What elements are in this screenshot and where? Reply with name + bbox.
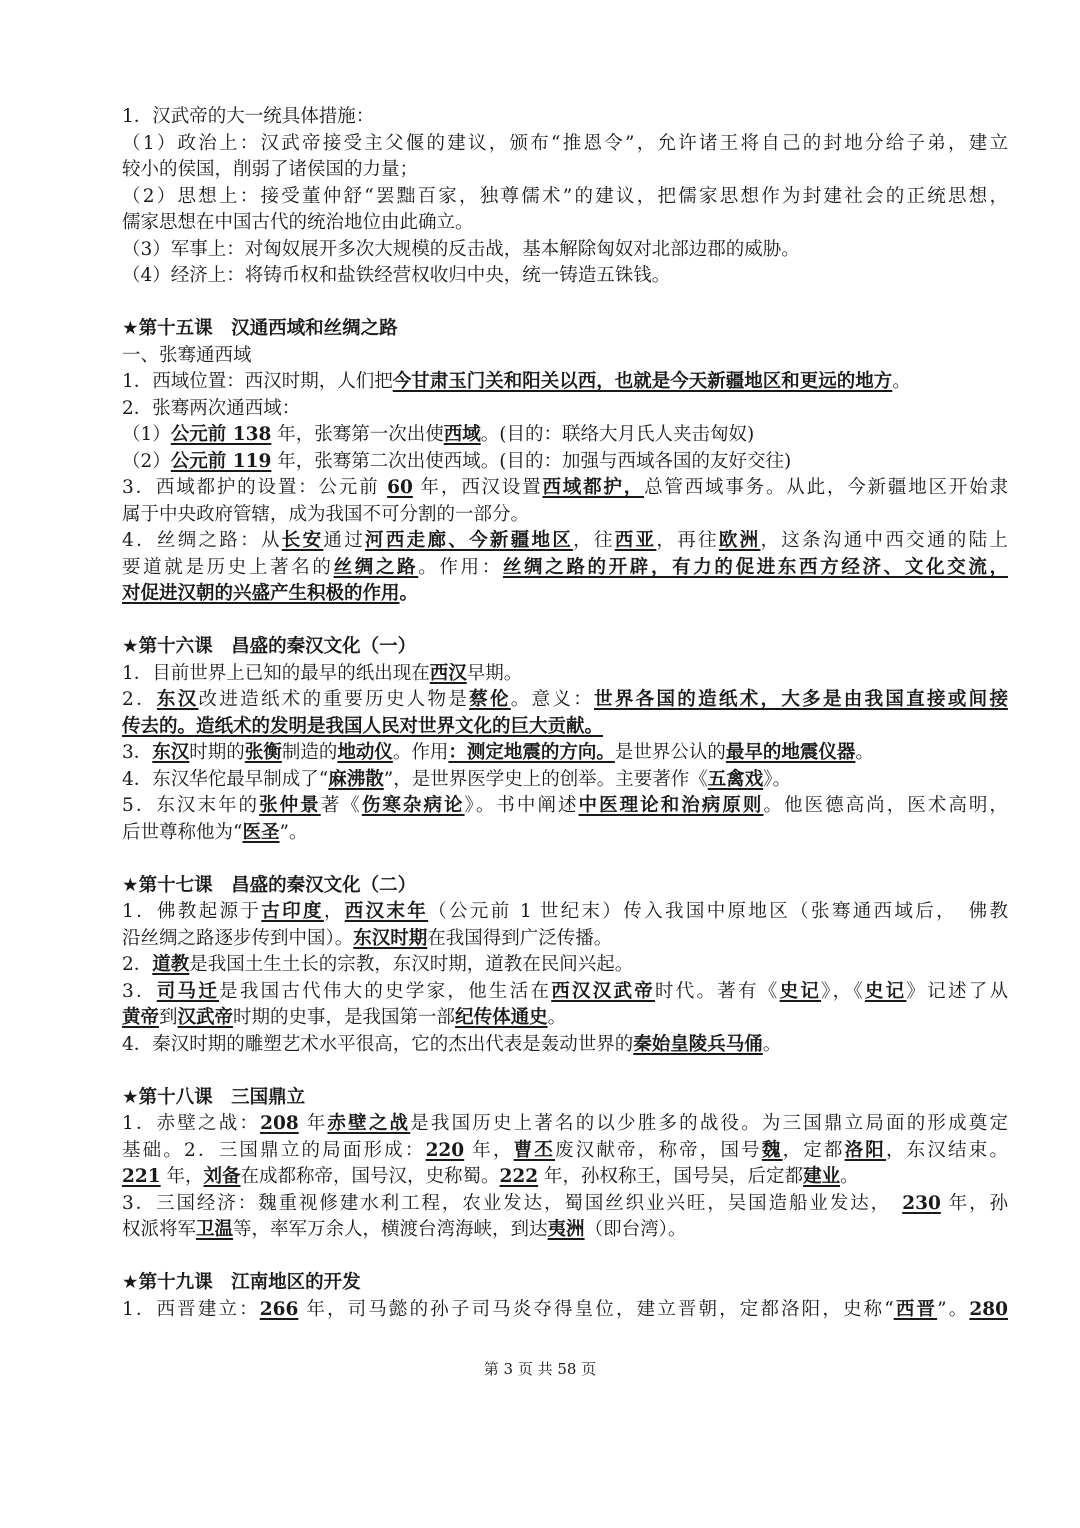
- text-span: ”。: [937, 1298, 970, 1320]
- text-span: 4．东汉华佗最早制成了“: [122, 768, 329, 790]
- text-span: 。: [547, 1007, 567, 1028]
- key-term: 222: [499, 1166, 539, 1187]
- text-span: 4．丝绸之路：从: [122, 530, 282, 551]
- text-span: 。作用: [392, 742, 449, 763]
- text-span: 3．西域都护的设置：公元前: [122, 477, 388, 498]
- blank-line: [122, 846, 1008, 873]
- text-line: [122, 581, 1008, 608]
- key-term: 221: [122, 1166, 161, 1187]
- key-term: 秦始皇陵兵马俑: [633, 1033, 763, 1055]
- key-term: 对促进汉朝的兴盛产生积极的作用: [122, 583, 400, 604]
- text-line: [122, 555, 1008, 582]
- text-span: 要道就是历史上著名的: [122, 556, 334, 578]
- text-span: 》。书中阐述: [464, 795, 579, 816]
- text-span: 是世界公认的: [614, 742, 726, 763]
- text-line: [122, 1191, 1008, 1218]
- text-span: （4）经济上：将铸币权和盐铁经营权收归中央，统一铸造五铢钱。: [122, 265, 671, 286]
- key-term: 世界各国的造纸术，大多是由我国直接或间接: [594, 689, 1008, 710]
- text-line: [122, 157, 1008, 184]
- text-span: （3）军事上：对匈奴展开多次大规模的反击战，基本解除匈奴对北部边郡的威胁。: [122, 238, 800, 260]
- text-span: 5．东汉末年的: [122, 795, 260, 816]
- text-span: 一、张骞通西域: [122, 344, 252, 366]
- key-term: 医圣: [242, 821, 280, 843]
- key-term: 欧洲: [718, 530, 761, 551]
- text-span: 年，司马懿的孙子司马炎夺得皇位，建立晋朝，定都洛阳，史称“: [298, 1298, 894, 1320]
- text-span: 到: [159, 1007, 178, 1028]
- text-span: 沿丝绸之路逐步传到中国）。: [122, 927, 354, 949]
- text-span: 是我国历史上著名的以少胜多的战役。为三国鼎立局面的形成奠定: [410, 1113, 1008, 1134]
- text-line: [122, 237, 1008, 264]
- text-span: ”，是世界医学史上的创举。主要著作《: [383, 768, 708, 790]
- text-span: 。: [762, 1033, 782, 1055]
- key-term: 西亚: [614, 530, 657, 551]
- key-term: 道教: [152, 954, 190, 975]
- text-span: ★第十五课 汉通西域和丝绸之路: [122, 318, 398, 339]
- text-line: [122, 1297, 1008, 1324]
- text-span: 1．赤壁之战：: [122, 1113, 261, 1134]
- key-term: 地动仪: [337, 742, 393, 763]
- text-line: [122, 343, 1008, 370]
- text-span: 属于中央政府管辖，成为我国不可分割的一部分。: [122, 503, 530, 525]
- text-span: 1．汉武帝的大一统具体措施：: [122, 106, 375, 127]
- text-span: 时期的: [189, 742, 245, 763]
- text-span: （即台湾）。: [584, 1219, 687, 1240]
- key-term: 中医理论和治病原则: [578, 795, 764, 816]
- text-span: 时期的史事，是我国第一部: [233, 1007, 456, 1028]
- text-line: [122, 1217, 1008, 1244]
- text-span: 基础。2．三国鼎立的局面形成：: [122, 1139, 426, 1161]
- document-body: [122, 104, 1008, 1323]
- text-span: （公元前 1 世纪末）传入我国中原地区（张骞通西域后， 佛教: [428, 901, 1008, 922]
- text-line: [122, 740, 1008, 767]
- key-term: 古印度: [261, 901, 324, 922]
- text-line: [122, 396, 1008, 423]
- lesson-heading: [122, 634, 1008, 661]
- text-span: 。他医德高尚，医术高明，: [763, 795, 1008, 816]
- text-span: 3．三国经济：魏重视修建水利工程，农业发达，蜀国丝织业兴旺，吴国造船业发达，: [122, 1192, 903, 1214]
- text-span: 权派将军: [122, 1219, 197, 1240]
- key-term: 220: [425, 1139, 465, 1161]
- blank-line: [122, 608, 1008, 635]
- key-term: 赤壁之战: [327, 1113, 411, 1134]
- text-span: 儒家思想在中国古代的统治地位由此确立。: [122, 212, 474, 233]
- key-term: 五禽戏: [707, 768, 764, 790]
- text-span: 年，西汉设置: [412, 477, 543, 498]
- text-span: 是我国古代伟大的史学家，他生活在: [219, 980, 552, 1002]
- key-term: 张衡: [244, 742, 282, 763]
- text-line: [122, 104, 1008, 131]
- key-term: ：测定地震的方向。: [448, 742, 615, 763]
- text-span: 在成都称帝，国号汉，史称蜀。: [240, 1166, 500, 1187]
- key-term: 东汉: [152, 742, 190, 763]
- text-line: [122, 793, 1008, 820]
- lesson-heading: [122, 1270, 1008, 1297]
- key-term: 司马迁: [156, 980, 220, 1002]
- text-line: [122, 1164, 1008, 1191]
- text-line: [122, 1138, 1008, 1165]
- text-span: 后世尊称他为“: [122, 821, 243, 843]
- text-span: 等，率军万余人，横渡台湾海峡，到达: [233, 1219, 548, 1240]
- text-span: 。: [840, 1166, 859, 1187]
- key-term: 史记: [864, 980, 907, 1002]
- text-line: [122, 926, 1008, 953]
- text-span: （1）: [122, 424, 171, 445]
- text-span: 。(目的：联络大月氏人夹击匈奴): [480, 424, 755, 445]
- key-term: 西汉末年: [344, 901, 429, 922]
- text-span: ”。: [279, 821, 308, 843]
- key-term: 卫温: [196, 1219, 234, 1240]
- text-line: [122, 263, 1008, 290]
- text-line: [122, 899, 1008, 926]
- key-term: 刘备: [203, 1166, 241, 1187]
- key-term: 长安: [281, 530, 324, 551]
- text-span: 2．张骞两次通西域：: [122, 397, 301, 419]
- text-span: （2）: [122, 450, 171, 472]
- key-term: 280: [969, 1298, 1008, 1320]
- text-span: 》，《: [821, 980, 865, 1002]
- text-span: 3．: [122, 980, 157, 1002]
- bold-text: 。: [399, 583, 419, 604]
- text-span: ★第十八课 三国鼎立: [122, 1086, 306, 1108]
- text-line: [122, 475, 1008, 502]
- key-term: 西汉汉武帝: [551, 980, 656, 1002]
- text-span: ，再往: [656, 530, 719, 551]
- text-span: ，往: [573, 530, 615, 551]
- key-term: 西域: [443, 424, 481, 445]
- lesson-heading: [122, 1085, 1008, 1112]
- lesson-heading: [122, 873, 1008, 900]
- key-term: 东汉时期: [353, 927, 428, 949]
- text-line: [122, 714, 1008, 741]
- text-span: 年: [298, 1113, 328, 1134]
- text-line: [122, 952, 1008, 979]
- text-line: [122, 820, 1008, 847]
- text-line: [122, 1005, 1008, 1032]
- text-line: [122, 661, 1008, 688]
- text-span: 1．目前世界上已知的最早的纸出现在: [122, 662, 430, 684]
- key-term: 魏: [761, 1139, 783, 1161]
- text-span: 3．: [122, 742, 153, 763]
- text-span: 改进造纸术的重要历史人物是: [198, 689, 470, 710]
- key-term: 丝绸之路的开辟，有力的促进东西方经济、文化交流，: [502, 556, 1008, 578]
- key-term: 黄帝: [122, 1007, 160, 1028]
- key-term: 史记: [779, 980, 822, 1002]
- text-span: 4．秦汉时期的雕塑艺术水平很高，它的杰出代表是轰动世界的: [122, 1033, 634, 1055]
- text-line: [122, 449, 1008, 476]
- text-span: ，: [323, 901, 345, 922]
- text-span: 制造的: [281, 742, 338, 763]
- key-term: 张仲景: [259, 795, 321, 816]
- text-span: 。: [855, 742, 874, 763]
- key-term: 纪传体通史: [455, 1007, 548, 1028]
- text-line: [122, 210, 1008, 237]
- text-span: 著《: [320, 795, 362, 816]
- text-line: [122, 184, 1008, 211]
- key-term: 今甘肃玉门关和阳关以西，也就是今天新疆地区和更远的地方: [392, 371, 893, 392]
- key-term: 洛阳: [844, 1139, 886, 1161]
- text-line: [122, 1032, 1008, 1059]
- text-line: [122, 1111, 1008, 1138]
- text-span: 2．: [122, 954, 153, 975]
- text-span: 通过: [323, 530, 366, 551]
- blank-line: [122, 1058, 1008, 1085]
- key-term: 西晋: [893, 1298, 938, 1320]
- text-span: ★第十六课 昌盛的秦汉文化（一）: [122, 636, 417, 657]
- text-span: 在我国得到广泛传播。: [427, 927, 613, 949]
- text-span: 较小的侯国，削弱了诸侯国的力量；: [122, 159, 419, 180]
- text-span: 废汉献帝，称帝，国号: [555, 1139, 762, 1161]
- text-line: [122, 422, 1008, 449]
- key-term: 曹丕: [513, 1139, 556, 1161]
- text-line: [122, 687, 1008, 714]
- text-span: 。作用：: [418, 556, 503, 578]
- text-span: ，这条沟通中西交通的陆上: [760, 530, 1008, 551]
- text-span: （1）政治上：汉武帝接受主父偃的建议，颁布“推恩令”，允许诸王将自己的封地分给子弟，建立: [122, 132, 1008, 154]
- blank-line: [122, 290, 1008, 317]
- key-term: 西汉: [429, 662, 467, 684]
- key-term: 公元前 119: [170, 450, 272, 472]
- text-span: 年，: [464, 1139, 514, 1161]
- key-term: 伤寒杂病论: [361, 795, 465, 816]
- text-span: 年，: [160, 1166, 204, 1187]
- text-span: 1．西域位置：西汉时期，人们把: [122, 371, 393, 392]
- key-term: 汉武帝: [177, 1007, 234, 1028]
- text-span: 早期。: [466, 662, 523, 684]
- key-term: 266: [259, 1298, 299, 1320]
- text-span: （2）思想上：接受董仲舒“罢黜百家，独尊儒术”的建议，把儒家思想作为封建社会的正统思想，: [122, 185, 1008, 207]
- text-line: [122, 131, 1008, 158]
- text-span: 是我国土生土长的宗教，东汉时期，道教在民间兴起。: [189, 954, 634, 975]
- key-term: 208: [260, 1113, 299, 1134]
- text-line: [122, 528, 1008, 555]
- text-line: [122, 502, 1008, 529]
- text-span: 年，孙: [940, 1192, 1008, 1214]
- text-span: 2．: [122, 689, 157, 710]
- text-span: ★第十九课 江南地区的开发: [122, 1272, 361, 1293]
- key-term: 230: [902, 1192, 941, 1214]
- key-term: 河西走廊、今新疆地区: [365, 530, 574, 551]
- key-term: 60: [387, 477, 413, 498]
- key-term: 建业: [803, 1166, 841, 1187]
- text-span: 》。: [763, 768, 791, 790]
- text-line: [122, 767, 1008, 794]
- text-span: 。意义：: [510, 689, 595, 710]
- text-span: 1．佛教起源于: [122, 901, 262, 922]
- key-term: 西域都护，: [542, 477, 645, 498]
- text-span: 总管西域事务。从此，今新疆地区开始隶: [644, 477, 1008, 498]
- key-term: 传去的。造纸术的发明是我国人民对世界文化的巨大贡献。: [122, 715, 604, 737]
- text-span: 时代。著有《: [655, 980, 780, 1002]
- key-term: 丝绸之路: [333, 556, 419, 578]
- key-term: 最早的地震仪器: [725, 742, 856, 763]
- lesson-heading: [122, 316, 1008, 343]
- text-span: 。: [892, 371, 911, 392]
- text-span: 年，张骞第二次出使西域。(目的：加强与西域各国的友好交往): [271, 450, 792, 472]
- key-term: 东汉: [156, 689, 199, 710]
- text-line: [122, 979, 1008, 1006]
- text-span: ，定都: [782, 1139, 845, 1161]
- text-span: 1．西晋建立：: [122, 1298, 260, 1320]
- text-span: ★第十七课 昌盛的秦汉文化（二）: [122, 874, 417, 896]
- text-span: ，东汉结束。: [886, 1139, 1008, 1161]
- page-footer: 第 3 页 共 58 页: [483, 1360, 597, 1378]
- text-line: [122, 369, 1008, 396]
- key-term: 公元前 138: [170, 424, 272, 445]
- key-term: 蔡伦: [469, 689, 511, 710]
- text-span: 年，张骞第一次出使: [271, 424, 444, 445]
- key-term: 麻沸散: [328, 768, 384, 790]
- blank-line: [122, 1244, 1008, 1271]
- text-span: 年，孙权称王，国号吴，后定都: [538, 1166, 804, 1187]
- text-span: 》记述了从: [906, 980, 1008, 1002]
- key-term: 夷洲: [547, 1219, 585, 1240]
